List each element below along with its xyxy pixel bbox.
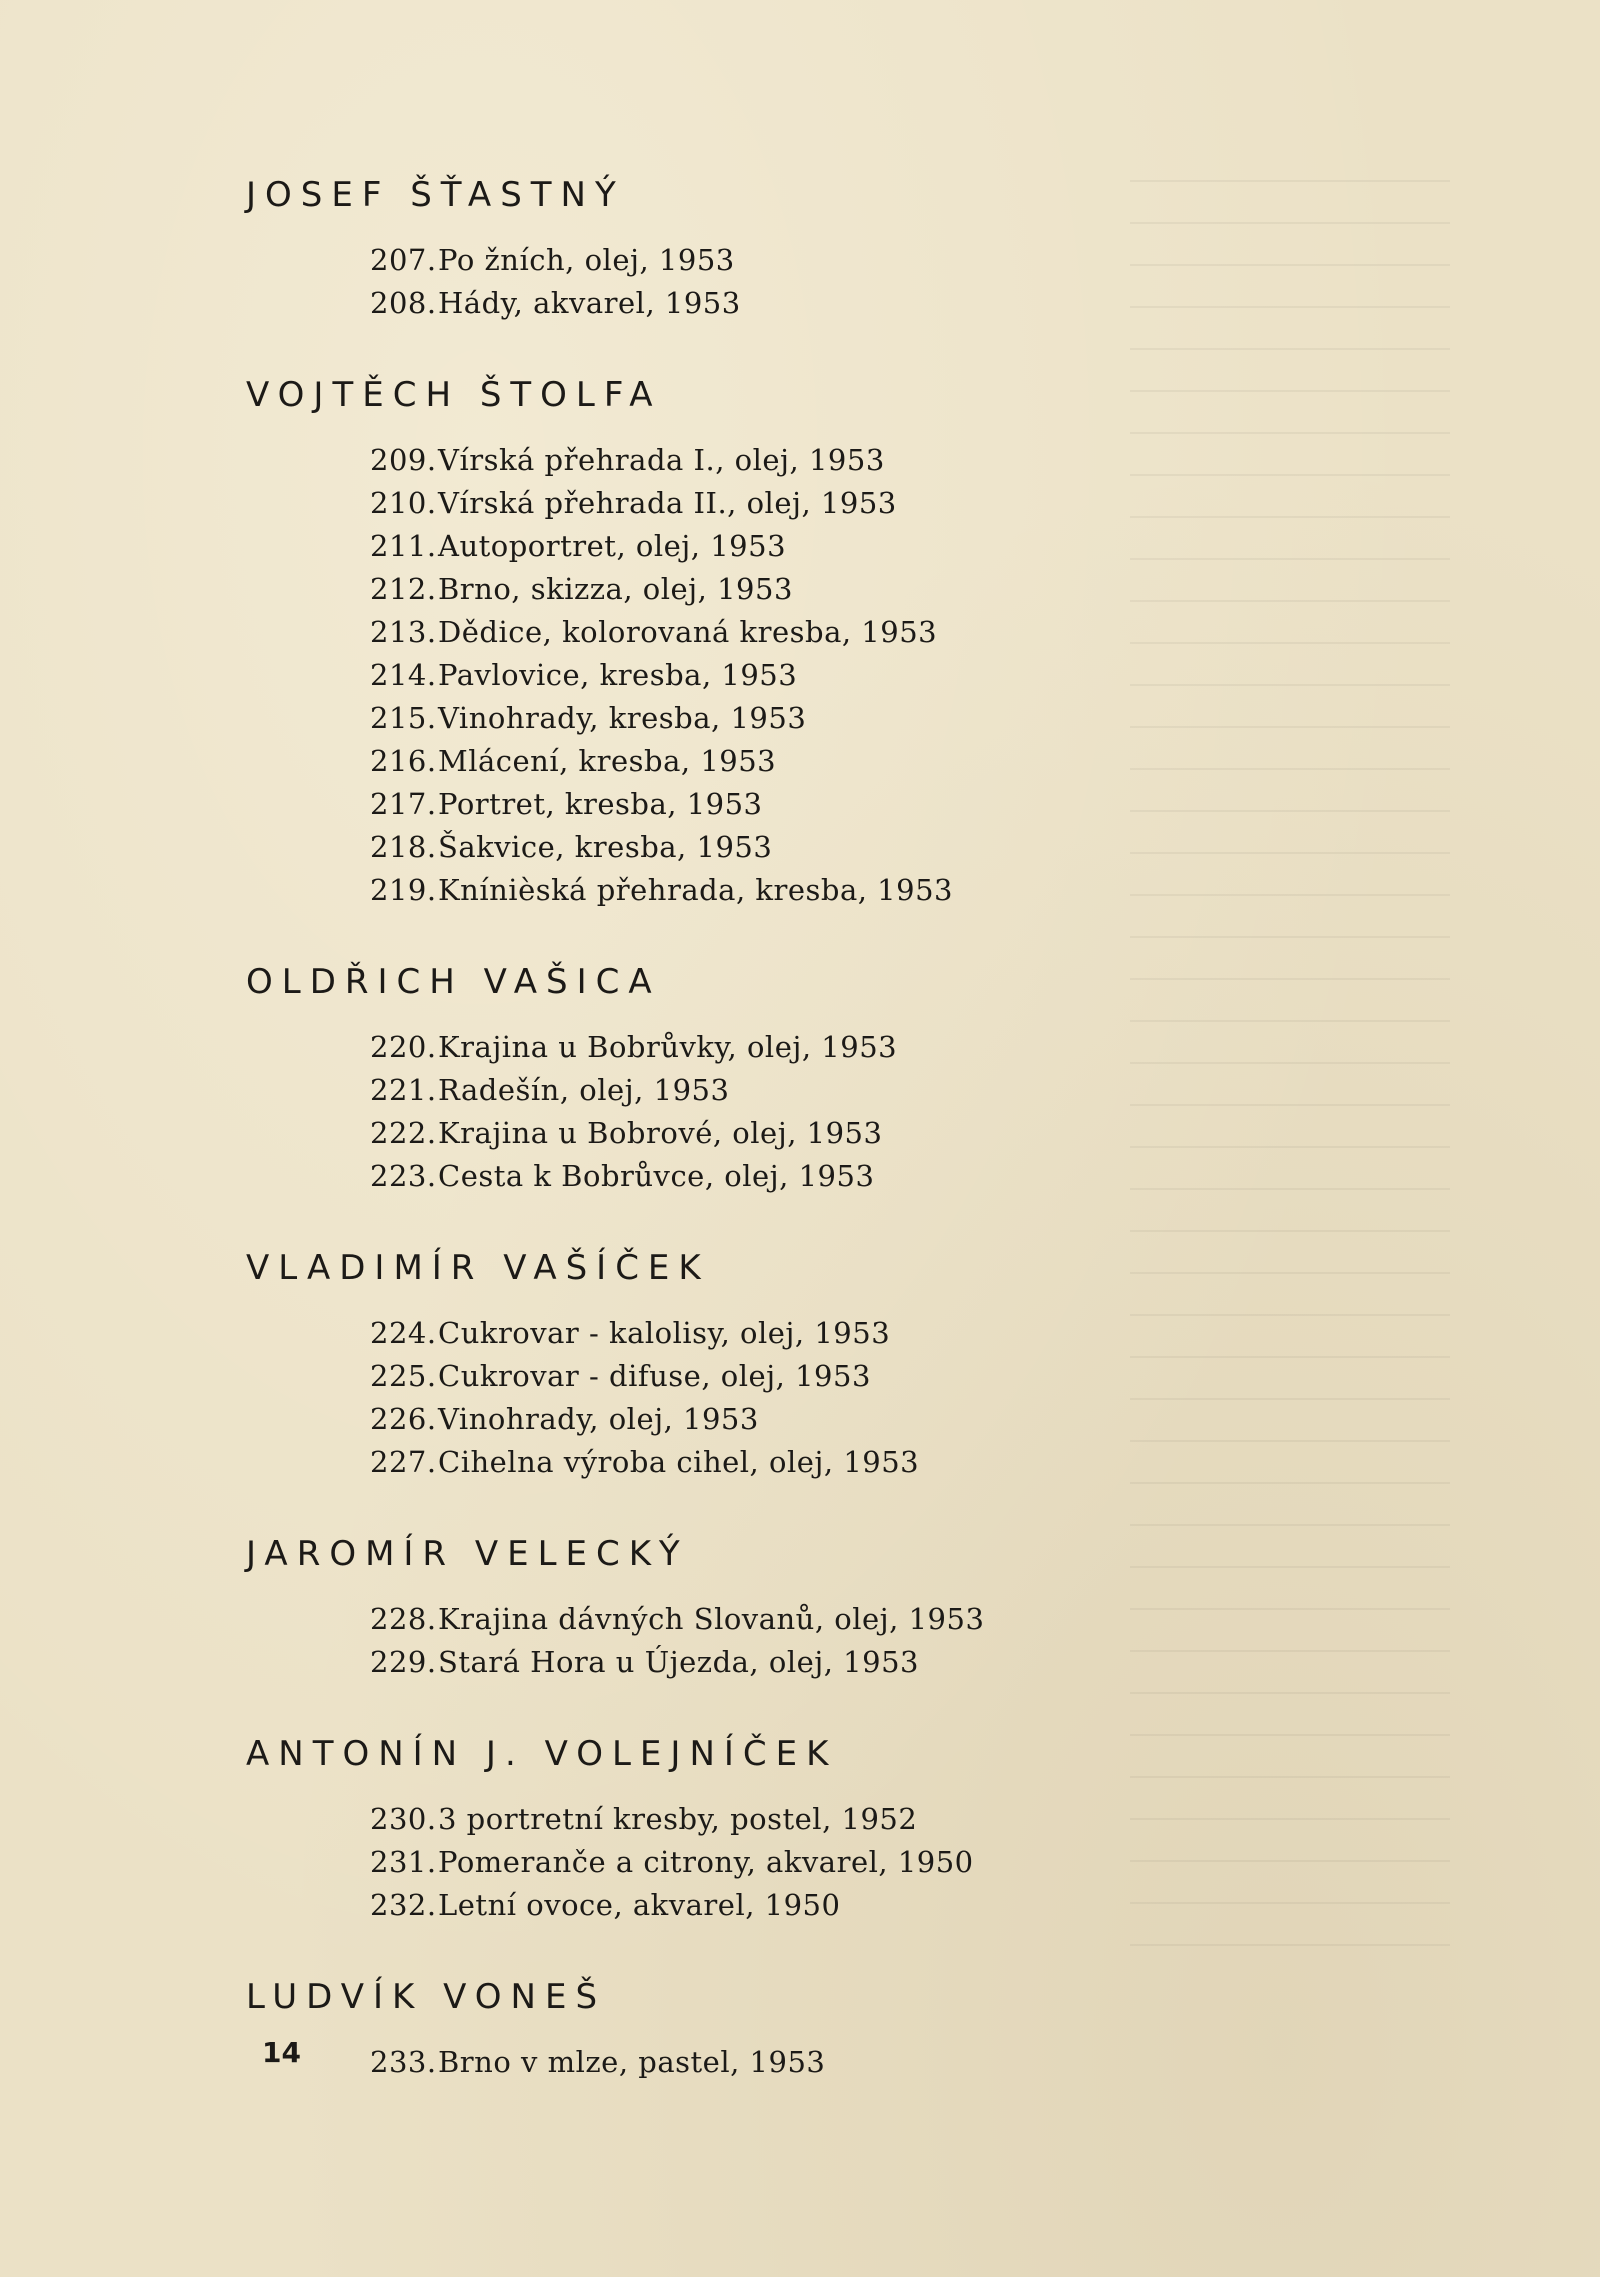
artwork-title: Hády, akvarel, 1953 [438,286,741,320]
catalog-number: 210. [370,486,437,520]
catalog-number: 225. [370,1359,437,1393]
artwork-title: Radešín, olej, 1953 [438,1073,730,1107]
artwork-list [246,1798,1246,1927]
artwork-entry [370,1026,1246,1069]
catalog-number: 232. [370,1888,437,1922]
artist-name: ANTONÍN J. VOLEJNÍČEK [246,1734,838,1774]
artist-section-velecky [246,1534,1246,1684]
catalog-number: 228. [370,1602,437,1636]
artwork-entry [370,1069,1246,1112]
artwork-entry [370,1798,1246,1841]
artwork-entry [370,1884,1246,1927]
page-number: 14 [262,2036,301,2069]
artwork-list [246,2041,1246,2084]
artist-section-vasicek [246,1248,1246,1484]
artist-name: JAROMÍR VELECKÝ [246,1534,689,1574]
artwork-entry [370,525,1246,568]
catalog-number: 219. [370,873,437,907]
artwork-title: Vinohrady, kresba, 1953 [438,701,807,735]
artwork-title: Dědice, kolorovaná kresba, 1953 [438,615,938,649]
catalog-number: 216. [370,744,437,778]
artwork-title: Portret, kresba, 1953 [438,787,763,821]
catalog-number: 220. [370,1030,437,1064]
artwork-list [246,1598,1246,1684]
artwork-title: Krajina dávných Slovanů, olej, 1953 [438,1602,985,1636]
artwork-title: Cukrovar - difuse, olej, 1953 [438,1359,871,1393]
artwork-title: 3 portretní kresby, postel, 1952 [438,1802,918,1836]
artwork-title: Vinohrady, olej, 1953 [438,1402,759,1436]
catalog-number: 207. [370,243,437,277]
artwork-title: Pomeranče a citrony, akvarel, 1950 [438,1845,974,1879]
catalog-number: 217. [370,787,437,821]
catalog-number: 208. [370,286,437,320]
catalog-number: 227. [370,1445,437,1479]
artwork-title: Cukrovar - kalolisy, olej, 1953 [438,1316,891,1350]
artist-name: VOJTĚCH ŠTOLFA [246,375,662,415]
catalog-number: 233. [370,2045,437,2079]
artwork-title: Stará Hora u Újezda, olej, 1953 [438,1645,919,1679]
artist-section-vasica [246,962,1246,1198]
artwork-entry [370,783,1246,826]
artwork-list [246,439,1246,912]
catalog-number: 222. [370,1116,437,1150]
artwork-title: Mlácení, kresba, 1953 [438,744,777,778]
artwork-list [246,239,1246,325]
catalog-listing [246,175,1246,2084]
catalog-number: 221. [370,1073,437,1107]
catalog-number: 230. [370,1802,437,1836]
artwork-title: Krajina u Bobrůvky, olej, 1953 [438,1030,898,1064]
artwork-entry [370,568,1246,611]
artwork-entry [370,482,1246,525]
artwork-title: Cihelna výroba cihel, olej, 1953 [438,1445,920,1479]
artwork-entry [370,740,1246,783]
artwork-entry [370,1441,1246,1484]
artwork-entry [370,697,1246,740]
artwork-entry [370,1598,1246,1641]
artwork-entry [370,869,1246,912]
artwork-entry [370,1398,1246,1441]
artist-section-vones [246,1977,1246,2084]
catalog-number: 229. [370,1645,437,1679]
artist-section-stolfa [246,375,1246,912]
catalog-number: 214. [370,658,437,692]
artwork-entry [370,282,1246,325]
artwork-entry [370,1155,1246,1198]
artwork-entry [370,826,1246,869]
artwork-title: Šakvice, kresba, 1953 [438,830,773,864]
catalog-number: 215. [370,701,437,735]
catalog-number: 226. [370,1402,437,1436]
artwork-title: Vírská přehrada II., olej, 1953 [438,486,897,520]
catalog-number: 224. [370,1316,437,1350]
artwork-entry [370,1355,1246,1398]
artist-name: LUDVÍK VONEŠ [246,1977,607,2017]
artwork-list [246,1312,1246,1484]
artwork-title: Vírská přehrada I., olej, 1953 [438,443,885,477]
artwork-entry [370,1312,1246,1355]
artist-name: OLDŘICH VAŠICA [246,962,661,1002]
artwork-entry [370,2041,1246,2084]
catalog-number: 223. [370,1159,437,1193]
artwork-entry [370,654,1246,697]
artwork-entry [370,1841,1246,1884]
artist-section-stastny [246,175,1246,325]
artwork-title: Brno v mlze, pastel, 1953 [438,2045,826,2079]
artwork-entry [370,239,1246,282]
artwork-title: Krajina u Bobrové, olej, 1953 [438,1116,883,1150]
catalog-number: 211. [370,529,437,563]
catalog-number: 213. [370,615,437,649]
artwork-title: Letní ovoce, akvarel, 1950 [438,1888,841,1922]
artwork-title: Autoportret, olej, 1953 [438,529,787,563]
catalog-number: 231. [370,1845,437,1879]
catalog-number: 218. [370,830,437,864]
artist-name: JOSEF ŠŤASTNÝ [246,175,625,215]
artwork-entry [370,1641,1246,1684]
artist-section-volejnicek [246,1734,1246,1927]
artwork-entry [370,611,1246,654]
artwork-title: Pavlovice, kresba, 1953 [438,658,798,692]
artwork-title: Po žních, olej, 1953 [438,243,735,277]
artwork-entry [370,1112,1246,1155]
artwork-title: Knínièská přehrada, kresba, 1953 [438,873,953,907]
catalog-number: 212. [370,572,437,606]
artwork-title: Cesta k Bobrůvce, olej, 1953 [438,1159,875,1193]
artwork-list [246,1026,1246,1198]
artwork-entry [370,439,1246,482]
artwork-title: Brno, skizza, olej, 1953 [438,572,793,606]
artist-name: VLADIMÍR VAŠÍČEK [246,1248,710,1288]
catalog-number: 209. [370,443,437,477]
